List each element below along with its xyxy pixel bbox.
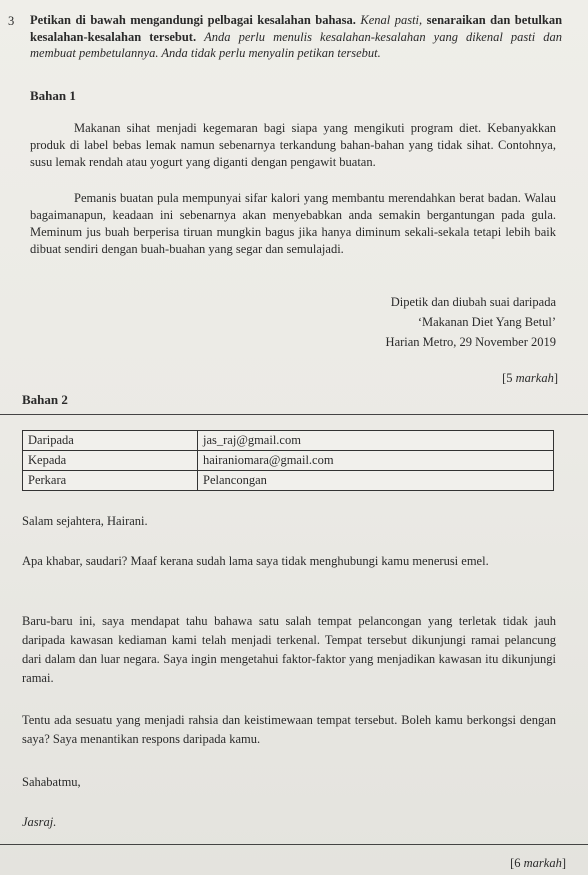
marks-word: markah <box>523 856 562 870</box>
question-number: 3 <box>8 14 15 28</box>
table-row <box>23 431 554 451</box>
bahan1-paragraph-2: Pemanis buatan pula mempunyai sifar kalori yang membantu merendahkan berat badan. Walau bagaimanapun, keadaan ini sebenarnya akan menyebabkan anda semakin bergantungan pada gula. Meminum jus buah berperisa tiruan mungkin bagus jika hanya diminum sekali-sekala tetapi lebih baik dibuat sendiri dengan buah-buahan yang segar dan semulajadi. <box>30 191 556 256</box>
question-instruction <box>30 12 562 62</box>
bahan1-heading: Bahan 1 <box>30 88 76 103</box>
table-row <box>23 451 554 471</box>
from-label: Daripada <box>23 431 198 451</box>
marks-close: ] <box>561 856 566 870</box>
instruction-bold-part1: Petikan di bawah mengandungi pelbagai kesalahan bahasa. <box>30 13 356 27</box>
top-divider <box>0 414 588 415</box>
marks-word: markah <box>515 371 554 385</box>
subject-value: Pelancongan <box>198 471 554 491</box>
to-label: Kepada <box>23 451 198 471</box>
bahan2-heading: Bahan 2 <box>22 392 68 407</box>
letter-paragraph-2: Baru-baru ini, saya mendapat tahu bahawa satu salah tempat pelancongan yang terletak tidak jauh daripada kawasan kediaman kami telah menjadi terkenal. Tempat tersebut dikunjungi ramai pelancung dari dalam dan luar negara. Saya ingin mengetahui faktor-faktor yang menjadikan kawasan itu dikunjungi ramai. <box>22 614 556 685</box>
bahan1-paragraph-1: Makanan sihat menjadi kegemaran bagi siapa yang mengikuti program diet. Kebanyakkan produk di label bebas lemak namun sebenarnya terkandung bahan-bahan yang tidak sihat. Contohnya, susu lemak rendah atau yogurt yang diganti dengan pengawit buatan. <box>30 121 556 169</box>
letter-paragraph-1: Apa khabar, saudari? Maaf kerana sudah lama saya tidak menghubungi kamu menerusi emel. <box>22 554 489 568</box>
table-row <box>23 471 554 491</box>
source-citation <box>386 292 556 352</box>
bahan2-marks <box>510 856 566 871</box>
instruction-bold-part2: senaraikan dan betulkan kesalahan-kesalahan tersebut. <box>30 13 563 44</box>
subject-label: Perkara <box>23 471 198 491</box>
instruction-italic-part2: Anda perlu menulis kesalahan-kesalahan yang dikenal pasti dan membuat pembetulannya. Anda tidak perlu menyalin petikan tersebut. <box>30 29 563 60</box>
bahan1-marks <box>502 371 558 386</box>
bottom-divider <box>0 844 588 845</box>
letter-greeting: Salam sejahtera, Hairani. <box>22 514 148 528</box>
source-line-2: ‘Makanan Diet Yang Betul’ <box>417 315 556 329</box>
source-line-3: Harian Metro, 29 November 2019 <box>385 335 556 349</box>
marks-open: [6 <box>510 856 524 870</box>
to-value: hairaniomara@gmail.com <box>198 451 554 471</box>
marks-open: [5 <box>502 371 516 385</box>
letter-closing: Sahabatmu, <box>22 775 81 789</box>
letter-signature: Jasraj. <box>22 815 57 829</box>
source-line-1: Dipetik dan diubah suai daripada <box>390 295 556 309</box>
letter-paragraph-3: Tentu ada sesuatu yang menjadi rahsia dan keistimewaan tempat tersebut. Boleh kamu berkongsi dengan saya? Saya menantikan respons daripada kamu. <box>22 713 556 746</box>
marks-close: ] <box>553 371 558 385</box>
from-value: jas_raj@gmail.com <box>198 431 554 451</box>
email-header-table <box>22 430 554 491</box>
instruction-italic-part1: Kenal pasti, <box>360 13 423 27</box>
